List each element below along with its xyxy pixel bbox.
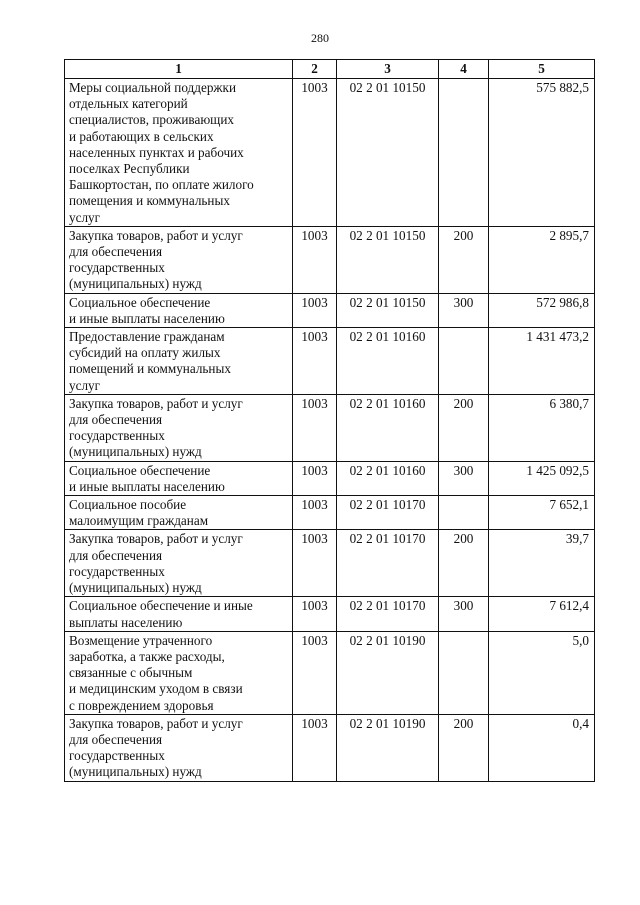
header-col-4: 4 (439, 60, 489, 79)
row-amount: 7 652,1 (489, 496, 595, 530)
table-row (65, 293, 595, 327)
row-vr (439, 631, 489, 714)
row-name: Социальное обеспечение и иные выплаты населению (65, 293, 293, 327)
row-amount: 6 380,7 (489, 394, 595, 461)
header-col-1: 1 (65, 60, 293, 79)
row-csr: 02 2 01 10190 (337, 631, 439, 714)
page-number: 280 (311, 31, 329, 45)
row-vr: 200 (439, 530, 489, 597)
table-row (65, 394, 595, 461)
row-name: Социальное обеспечение и иные выплаты населению (65, 597, 293, 631)
table-row (65, 631, 595, 714)
row-vr: 200 (439, 394, 489, 461)
row-csr: 02 2 01 10150 (337, 226, 439, 293)
row-amount: 7 612,4 (489, 597, 595, 631)
row-vr: 300 (439, 293, 489, 327)
row-section: 1003 (293, 226, 337, 293)
header-col-2: 2 (293, 60, 337, 79)
row-vr (439, 496, 489, 530)
row-name: Закупка товаров, работ и услуг для обеспечения государственных (муниципальных) нужд (65, 530, 293, 597)
row-vr: 300 (439, 597, 489, 631)
row-amount: 0,4 (489, 714, 595, 781)
budget-table (64, 59, 595, 782)
row-section: 1003 (293, 530, 337, 597)
row-name: Закупка товаров, работ и услуг для обеспечения государственных (муниципальных) нужд (65, 226, 293, 293)
row-vr (439, 79, 489, 227)
row-csr: 02 2 01 10160 (337, 394, 439, 461)
row-section: 1003 (293, 461, 337, 495)
row-name: Социальное пособие малоимущим гражданам (65, 496, 293, 530)
row-csr: 02 2 01 10160 (337, 328, 439, 395)
table-row (65, 328, 595, 395)
row-csr: 02 2 01 10150 (337, 293, 439, 327)
row-amount: 575 882,5 (489, 79, 595, 227)
row-amount: 5,0 (489, 631, 595, 714)
row-vr: 200 (439, 226, 489, 293)
row-vr: 200 (439, 714, 489, 781)
row-vr (439, 328, 489, 395)
table-row (65, 530, 595, 597)
row-name: Закупка товаров, работ и услуг для обеспечения государственных (муниципальных) нужд (65, 714, 293, 781)
table-row (65, 226, 595, 293)
header-col-5: 5 (489, 60, 595, 79)
row-section: 1003 (293, 394, 337, 461)
row-amount: 1 425 092,5 (489, 461, 595, 495)
row-csr: 02 2 01 10160 (337, 461, 439, 495)
row-section: 1003 (293, 328, 337, 395)
row-name: Предоставление гражданам субсидий на оплату жилых помещений и коммунальных услуг (65, 328, 293, 395)
row-name: Возмещение утраченного заработка, а также расходы, связанные с обычным и медицинским уходом в связи с повреждением здоровья (65, 631, 293, 714)
row-section: 1003 (293, 496, 337, 530)
row-csr: 02 2 01 10170 (337, 496, 439, 530)
row-section: 1003 (293, 293, 337, 327)
row-amount: 39,7 (489, 530, 595, 597)
table-row (65, 597, 595, 631)
header-col-3: 3 (337, 60, 439, 79)
row-vr: 300 (439, 461, 489, 495)
row-name: Меры социальной поддержки отдельных категорий специалистов, проживающих и работающих в сельских населенных пунктах и рабочих поселках Республики Башкортостан, по оплате жилого помещения и коммунальных услуг (65, 79, 293, 227)
row-name: Социальное обеспечение и иные выплаты населению (65, 461, 293, 495)
row-section: 1003 (293, 714, 337, 781)
row-section: 1003 (293, 597, 337, 631)
row-name: Закупка товаров, работ и услуг для обеспечения государственных (муниципальных) нужд (65, 394, 293, 461)
row-csr: 02 2 01 10150 (337, 79, 439, 227)
row-amount: 572 986,8 (489, 293, 595, 327)
table-row (65, 461, 595, 495)
row-amount: 2 895,7 (489, 226, 595, 293)
table-row (65, 79, 595, 227)
row-csr: 02 2 01 10170 (337, 597, 439, 631)
table-row (65, 714, 595, 781)
row-section: 1003 (293, 79, 337, 227)
row-csr: 02 2 01 10170 (337, 530, 439, 597)
header-row (65, 60, 595, 79)
row-section: 1003 (293, 631, 337, 714)
row-csr: 02 2 01 10190 (337, 714, 439, 781)
row-amount: 1 431 473,2 (489, 328, 595, 395)
table-row (65, 496, 595, 530)
